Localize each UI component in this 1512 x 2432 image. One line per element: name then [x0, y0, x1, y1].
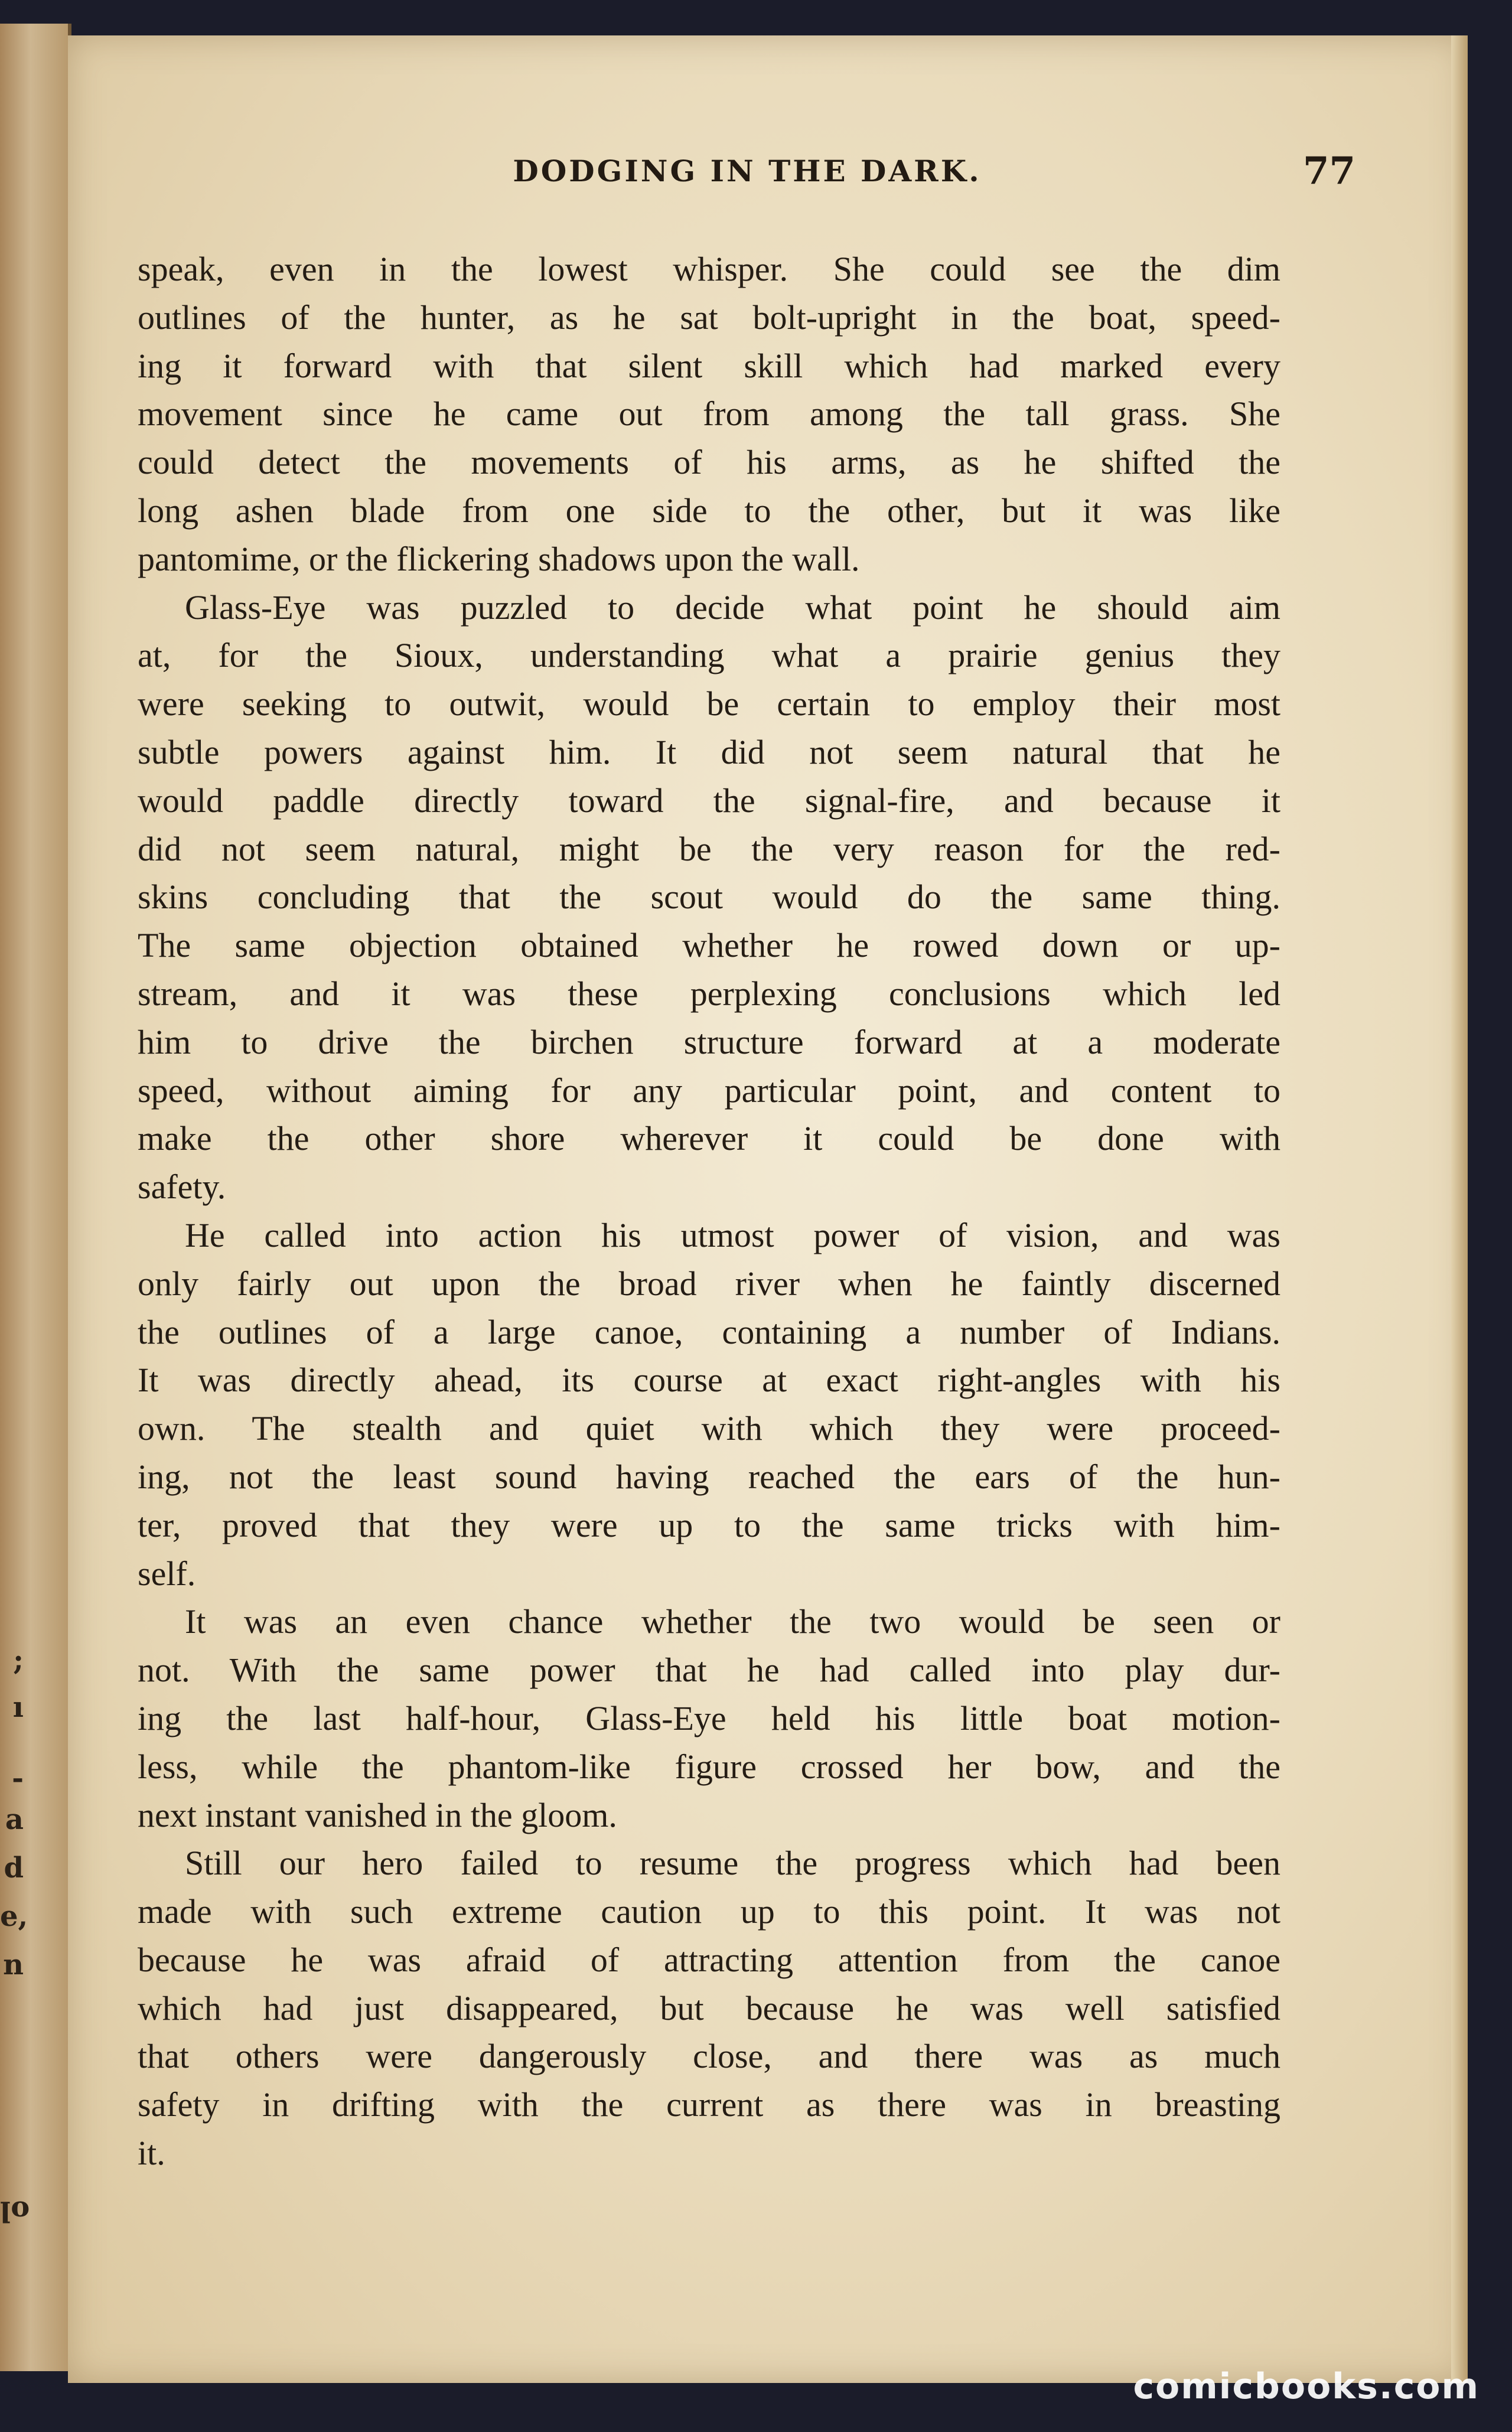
- text-line: him to drive the birchen structure forward at a moderate: [138, 1022, 1280, 1061]
- margin-mark: e,: [0, 1900, 28, 1933]
- text-line: because he was afraid of attracting attention from the canoe: [138, 1940, 1280, 1979]
- margin-mark: ;: [13, 1644, 24, 1677]
- page-fore-edge: [1451, 35, 1468, 2383]
- text-line: that others were dangerously close, and there was as much: [138, 2037, 1280, 2076]
- text-line: It was an even chance whether the two would be seen or: [185, 1602, 1280, 1641]
- text-line: not. With the same power that he had called into play dur-: [138, 1651, 1280, 1690]
- running-head: DODGING IN THE DARK.: [513, 154, 982, 188]
- text-line: pantomime, or the flickering shadows upon the wall.: [138, 539, 860, 578]
- text-line: next instant vanished in the gloom.: [138, 1795, 617, 1834]
- text-line: would paddle directly toward the signal-fire, and because it: [138, 781, 1280, 820]
- page-header: [139, 149, 1355, 213]
- text-line: skins concluding that the scout would do the same thing.: [138, 878, 1280, 917]
- page-number: 77: [1302, 149, 1355, 193]
- text-line: safety in drifting with the current as there was in breasting: [138, 2085, 1280, 2124]
- text-line: self.: [138, 1554, 196, 1593]
- text-line: could detect the movements of his arms, as he shifted the: [138, 443, 1280, 482]
- text-line: Glass-Eye was puzzled to decide what point he should aim: [185, 588, 1280, 627]
- text-line: only fairly out upon the broad river when he faintly discerned: [138, 1264, 1280, 1303]
- text-line: ing it forward with that silent skill which had marked every: [138, 346, 1280, 385]
- text-line: The same objection obtained whether he rowed down or up-: [138, 926, 1280, 965]
- text-line: long ashen blade from one side to the other, but it was like: [138, 491, 1280, 530]
- margin-mark: n: [3, 1948, 24, 1981]
- text-line: outlines of the hunter, as he sat bolt-upright in the boat, speed-: [138, 298, 1280, 337]
- text-line: the outlines of a large canoe, containing a number of Indians.: [138, 1312, 1280, 1351]
- facing-page-edge: [0, 24, 71, 2371]
- margin-mark: ꞁo: [0, 2190, 30, 2224]
- text-line: make the other shore wherever it could be done with: [138, 1119, 1280, 1158]
- text-line: made with such extreme caution up to this point. It was not: [138, 1892, 1280, 1931]
- text-line: at, for the Sioux, understanding what a prairie genius they: [138, 636, 1280, 675]
- text-line: subtle powers against him. It did not seem natural that he: [138, 732, 1280, 771]
- watermark: comicbooks.com: [1133, 2366, 1480, 2407]
- text-line: which had just disappeared, but because he was well satisfied: [138, 1988, 1280, 2027]
- book-page: [68, 35, 1468, 2383]
- text-line: less, while the phantom-like figure crossed her bow, and the: [138, 1747, 1280, 1786]
- text-line: It was directly ahead, its course at exact right-angles with his: [138, 1361, 1280, 1400]
- text-line: own. The stealth and quiet with which they were proceed-: [138, 1409, 1280, 1448]
- text-line: stream, and it was these perplexing conclusions which led: [138, 974, 1280, 1013]
- text-line: ing the last half-hour, Glass-Eye held his little boat motion-: [138, 1699, 1280, 1737]
- text-line: safety.: [138, 1168, 226, 1207]
- text-line: Still our hero failed to resume the progress which had been: [185, 1844, 1280, 1883]
- margin-mark: ı: [12, 1691, 24, 1724]
- text-line: speak, even in the lowest whisper. She could see the dim: [138, 250, 1280, 288]
- text-line: it.: [138, 2134, 165, 2173]
- text-line: ter, proved that they were up to the same tricks with him-: [138, 1505, 1280, 1544]
- text-line: did not seem natural, might be the very reason for the red-: [138, 829, 1280, 868]
- text-line: He called into action his utmost power of vision, and was: [185, 1215, 1280, 1254]
- text-line: were seeking to outwit, would be certain to employ their most: [138, 684, 1280, 723]
- margin-mark: -: [12, 1762, 24, 1795]
- margin-mark: a: [5, 1803, 24, 1836]
- body-text: [138, 245, 1280, 2177]
- text-line: ing, not the least sound having reached the ears of the hun-: [138, 1457, 1280, 1496]
- margin-mark: d: [4, 1851, 24, 1885]
- text-line: movement since he came out from among the tall grass. She: [138, 395, 1280, 433]
- text-line: speed, without aiming for any particular point, and content to: [138, 1071, 1280, 1110]
